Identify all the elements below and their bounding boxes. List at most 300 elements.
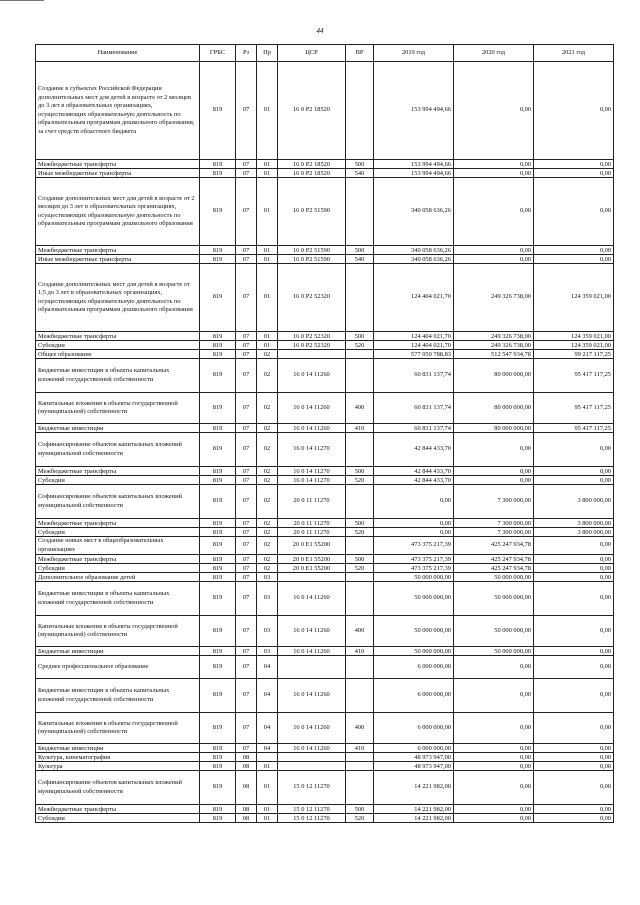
cell-2020: 0,00 bbox=[454, 753, 534, 762]
cell-grbs: 819 bbox=[200, 424, 236, 433]
cell-csr: 16 0 14 11260 bbox=[278, 616, 346, 647]
cell-pr: 01 bbox=[257, 264, 278, 332]
cell-csr: 16 0 14 11260 bbox=[278, 713, 346, 744]
cell-pr: 02 bbox=[257, 564, 278, 573]
cell-rz: 07 bbox=[236, 582, 257, 616]
table-row bbox=[36, 350, 614, 359]
cell-pr: 01 bbox=[257, 160, 278, 169]
cell-2020: 0,00 bbox=[454, 62, 534, 160]
cell-2021: 0,00 bbox=[534, 647, 614, 656]
cell-grbs: 819 bbox=[200, 616, 236, 647]
cell-pr: 02 bbox=[257, 476, 278, 485]
cell-csr: 16 0 P2 18520 bbox=[278, 160, 346, 169]
cell-2019: 153 994 494,66 bbox=[374, 62, 454, 160]
cell-2021: 0,00 bbox=[534, 62, 614, 160]
cell-pr: 01 bbox=[257, 246, 278, 255]
table-row bbox=[36, 537, 614, 555]
cell-csr: 20 0 11 11270 bbox=[278, 519, 346, 528]
cell-2021: 0,00 bbox=[534, 573, 614, 582]
cell-2020: 0,00 bbox=[454, 679, 534, 713]
cell-rz: 07 bbox=[236, 679, 257, 713]
cell-pr: 04 bbox=[257, 679, 278, 713]
cell-rz: 07 bbox=[236, 264, 257, 332]
cell-2021: 3 800 000,00 bbox=[534, 485, 614, 519]
cell-name: Капитальные вложения в объекты государственной (муниципальной) собственности bbox=[36, 713, 200, 744]
cell-grbs: 819 bbox=[200, 713, 236, 744]
cell-rz: 07 bbox=[236, 564, 257, 573]
header-2021: 2021 год bbox=[534, 45, 614, 62]
cell-name: Создание в субъектах Российской Федерации дополнительных мест для детей в возрасте от 2 месяцев до 3 лет в образовательных организациях, осуществляющих образовательную деятельность по образовательным программам дошкольного образования, за счет средств областного бюджета bbox=[36, 62, 200, 160]
cell-pr: 02 bbox=[257, 485, 278, 519]
cell-pr: 04 bbox=[257, 744, 278, 753]
header-grbs: ГРБС bbox=[200, 45, 236, 62]
cell-grbs: 819 bbox=[200, 467, 236, 476]
cell-vr: 410 bbox=[346, 424, 374, 433]
cell-name: Межбюджетные трансферты bbox=[36, 332, 200, 341]
cell-2019: 42 844 433,70 bbox=[374, 433, 454, 467]
table-row bbox=[36, 433, 614, 467]
cell-vr bbox=[346, 753, 374, 762]
cell-pr: 02 bbox=[257, 433, 278, 467]
cell-2021: 0,00 bbox=[534, 771, 614, 805]
cell-rz: 07 bbox=[236, 537, 257, 555]
cell-2021: 95 417 117,25 bbox=[534, 393, 614, 424]
cell-csr: 16 0 P2 52320 bbox=[278, 332, 346, 341]
cell-name: Культура bbox=[36, 762, 200, 771]
table-row bbox=[36, 744, 614, 753]
cell-rz: 07 bbox=[236, 656, 257, 679]
cell-name: Бюджетные инвестиции bbox=[36, 744, 200, 753]
cell-2019: 50 000 000,00 bbox=[374, 647, 454, 656]
cell-name: Бюджетные инвестиции в объекты капитальных вложений государственной собственности bbox=[36, 359, 200, 393]
table-row bbox=[36, 341, 614, 350]
cell-name: Субсидии bbox=[36, 528, 200, 537]
cell-2020: 0,00 bbox=[454, 160, 534, 169]
page-number: 44 bbox=[316, 27, 324, 35]
cell-vr bbox=[346, 264, 374, 332]
cell-rz: 07 bbox=[236, 393, 257, 424]
cell-2021: 0,00 bbox=[534, 762, 614, 771]
cell-2019: 48 973 947,00 bbox=[374, 762, 454, 771]
cell-name: Субсидии bbox=[36, 814, 200, 823]
cell-2019: 0,00 bbox=[374, 528, 454, 537]
cell-name: Межбюджетные трансферты bbox=[36, 519, 200, 528]
table-row bbox=[36, 762, 614, 771]
cell-grbs: 819 bbox=[200, 519, 236, 528]
cell-2021: 0,00 bbox=[534, 814, 614, 823]
table-row bbox=[36, 246, 614, 255]
table-row bbox=[36, 332, 614, 341]
table-row bbox=[36, 485, 614, 519]
cell-name: Межбюджетные трансферты bbox=[36, 246, 200, 255]
cell-vr: 500 bbox=[346, 246, 374, 255]
cell-vr: 400 bbox=[346, 713, 374, 744]
table-row bbox=[36, 564, 614, 573]
cell-grbs: 819 bbox=[200, 656, 236, 679]
cell-vr: 520 bbox=[346, 814, 374, 823]
cell-grbs: 819 bbox=[200, 476, 236, 485]
cell-2021: 124 359 021,00 bbox=[534, 264, 614, 332]
table-row bbox=[36, 679, 614, 713]
cell-vr: 400 bbox=[346, 393, 374, 424]
cell-pr: 02 bbox=[257, 467, 278, 476]
cell-2020: 0,00 bbox=[454, 169, 534, 178]
cell-grbs: 819 bbox=[200, 555, 236, 564]
cell-rz: 07 bbox=[236, 424, 257, 433]
cell-name: Межбюджетные трансферты bbox=[36, 805, 200, 814]
cell-2019: 153 994 494,66 bbox=[374, 169, 454, 178]
cell-2021: 0,00 bbox=[534, 433, 614, 467]
cell-2020: 0,00 bbox=[454, 656, 534, 679]
cell-2021: 0,00 bbox=[534, 744, 614, 753]
cell-pr: 01 bbox=[257, 814, 278, 823]
cell-2020: 80 000 000,00 bbox=[454, 393, 534, 424]
cell-2021: 0,00 bbox=[534, 537, 614, 555]
cell-rz: 07 bbox=[236, 744, 257, 753]
cell-vr: 500 bbox=[346, 555, 374, 564]
cell-name: Субсидии bbox=[36, 564, 200, 573]
cell-grbs: 819 bbox=[200, 762, 236, 771]
cell-2020: 0,00 bbox=[454, 246, 534, 255]
cell-2021: 3 800 000,00 bbox=[534, 519, 614, 528]
cell-2020: 0,00 bbox=[454, 805, 534, 814]
cell-grbs: 819 bbox=[200, 178, 236, 246]
cell-pr: 01 bbox=[257, 178, 278, 246]
cell-csr: 16 0 14 11270 bbox=[278, 433, 346, 467]
cell-2020: 50 000 000,00 bbox=[454, 582, 534, 616]
cell-2019: 340 058 636,26 bbox=[374, 255, 454, 264]
cell-2021: 0,00 bbox=[534, 169, 614, 178]
cell-vr bbox=[346, 771, 374, 805]
cell-grbs: 819 bbox=[200, 62, 236, 160]
scan-edge-mark bbox=[0, 0, 44, 1]
cell-csr bbox=[278, 753, 346, 762]
cell-vr: 520 bbox=[346, 564, 374, 573]
budget-table-container bbox=[35, 44, 613, 823]
cell-csr: 16 0 14 11270 bbox=[278, 476, 346, 485]
cell-2019: 124 404 021,70 bbox=[374, 341, 454, 350]
cell-2019: 6 000 000,00 bbox=[374, 713, 454, 744]
cell-csr: 16 0 P2 51590 bbox=[278, 246, 346, 255]
cell-name: Среднее профессиональное образование bbox=[36, 656, 200, 679]
cell-grbs: 819 bbox=[200, 753, 236, 762]
cell-vr bbox=[346, 762, 374, 771]
cell-rz: 07 bbox=[236, 713, 257, 744]
cell-2020: 249 326 738,00 bbox=[454, 332, 534, 341]
cell-pr: 02 bbox=[257, 424, 278, 433]
table-body bbox=[36, 62, 614, 823]
cell-pr: 04 bbox=[257, 713, 278, 744]
cell-csr: 15 0 12 11270 bbox=[278, 814, 346, 823]
cell-2021: 0,00 bbox=[534, 160, 614, 169]
table-row bbox=[36, 753, 614, 762]
cell-name: Бюджетные инвестиции в объекты капитальных вложений государственной собственности bbox=[36, 679, 200, 713]
cell-rz: 07 bbox=[236, 476, 257, 485]
cell-2021: 0,00 bbox=[534, 582, 614, 616]
cell-2019: 50 000 000,00 bbox=[374, 582, 454, 616]
table-row bbox=[36, 62, 614, 160]
cell-2019: 6 000 000,00 bbox=[374, 679, 454, 713]
table-row bbox=[36, 178, 614, 246]
cell-2020: 80 000 000,00 bbox=[454, 424, 534, 433]
cell-2020: 512 547 934,78 bbox=[454, 350, 534, 359]
header-2019: 2019 год bbox=[374, 45, 454, 62]
cell-grbs: 819 bbox=[200, 814, 236, 823]
cell-rz: 07 bbox=[236, 467, 257, 476]
cell-csr: 20 0 E1 55200 bbox=[278, 564, 346, 573]
cell-pr: 01 bbox=[257, 255, 278, 264]
cell-2019: 473 375 217,39 bbox=[374, 537, 454, 555]
cell-2019: 50 000 000,00 bbox=[374, 616, 454, 647]
cell-vr: 520 bbox=[346, 341, 374, 350]
cell-grbs: 819 bbox=[200, 528, 236, 537]
table-row bbox=[36, 647, 614, 656]
header-vr: ВР bbox=[346, 45, 374, 62]
cell-2019: 6 000 000,00 bbox=[374, 656, 454, 679]
cell-2019: 340 058 636,26 bbox=[374, 246, 454, 255]
cell-2020: 7 300 000,00 bbox=[454, 528, 534, 537]
cell-rz: 08 bbox=[236, 814, 257, 823]
cell-rz: 07 bbox=[236, 332, 257, 341]
cell-pr: 02 bbox=[257, 537, 278, 555]
cell-2019: 60 831 137,74 bbox=[374, 424, 454, 433]
header-name: Наименование bbox=[36, 45, 200, 62]
cell-pr: 01 bbox=[257, 341, 278, 350]
cell-2020: 0,00 bbox=[454, 713, 534, 744]
cell-pr: 02 bbox=[257, 359, 278, 393]
table-row bbox=[36, 771, 614, 805]
cell-2021: 0,00 bbox=[534, 679, 614, 713]
cell-grbs: 819 bbox=[200, 169, 236, 178]
cell-name: Иные межбюджетные трансферты bbox=[36, 255, 200, 264]
cell-rz: 08 bbox=[236, 762, 257, 771]
cell-grbs: 819 bbox=[200, 359, 236, 393]
cell-grbs: 819 bbox=[200, 264, 236, 332]
cell-2021: 0,00 bbox=[534, 564, 614, 573]
cell-2021: 0,00 bbox=[534, 255, 614, 264]
cell-2019: 14 221 982,00 bbox=[374, 814, 454, 823]
cell-csr: 16 0 P2 18520 bbox=[278, 62, 346, 160]
cell-csr: 15 0 12 11270 bbox=[278, 805, 346, 814]
cell-2020: 0,00 bbox=[454, 762, 534, 771]
cell-2020: 249 326 738,00 bbox=[454, 341, 534, 350]
cell-pr: 03 bbox=[257, 582, 278, 616]
cell-name: Дополнительное образование детей bbox=[36, 573, 200, 582]
cell-2019: 473 375 217,39 bbox=[374, 555, 454, 564]
cell-vr bbox=[346, 485, 374, 519]
cell-2021: 124 359 021,00 bbox=[534, 341, 614, 350]
cell-grbs: 819 bbox=[200, 255, 236, 264]
cell-csr: 16 0 P2 51590 bbox=[278, 178, 346, 246]
cell-rz: 07 bbox=[236, 359, 257, 393]
cell-grbs: 819 bbox=[200, 771, 236, 805]
cell-2020: 0,00 bbox=[454, 433, 534, 467]
cell-2020: 50 000 000,00 bbox=[454, 616, 534, 647]
cell-csr: 20 0 11 11270 bbox=[278, 528, 346, 537]
cell-2019: 14 221 982,00 bbox=[374, 805, 454, 814]
cell-rz: 08 bbox=[236, 771, 257, 805]
cell-csr: 16 0 14 11260 bbox=[278, 744, 346, 753]
cell-vr: 520 bbox=[346, 476, 374, 485]
cell-2020: 0,00 bbox=[454, 744, 534, 753]
cell-grbs: 819 bbox=[200, 744, 236, 753]
cell-pr: 03 bbox=[257, 647, 278, 656]
cell-grbs: 819 bbox=[200, 537, 236, 555]
cell-2020: 50 000 000,00 bbox=[454, 647, 534, 656]
cell-2021: 95 417 117,25 bbox=[534, 424, 614, 433]
cell-vr: 500 bbox=[346, 805, 374, 814]
table-row bbox=[36, 528, 614, 537]
cell-name: Иные межбюджетные трансферты bbox=[36, 169, 200, 178]
cell-csr: 15 0 12 11270 bbox=[278, 771, 346, 805]
table-row bbox=[36, 573, 614, 582]
cell-vr bbox=[346, 656, 374, 679]
table-row bbox=[36, 582, 614, 616]
cell-2019: 473 375 217,39 bbox=[374, 564, 454, 573]
cell-grbs: 819 bbox=[200, 573, 236, 582]
cell-2019: 0,00 bbox=[374, 519, 454, 528]
cell-2019: 60 831 137,74 bbox=[374, 393, 454, 424]
cell-name: Межбюджетные трансферты bbox=[36, 467, 200, 476]
cell-vr: 500 bbox=[346, 160, 374, 169]
cell-csr: 20 0 E1 55200 bbox=[278, 555, 346, 564]
table-row bbox=[36, 805, 614, 814]
cell-csr bbox=[278, 350, 346, 359]
cell-rz: 07 bbox=[236, 647, 257, 656]
table-row bbox=[36, 424, 614, 433]
cell-rz: 07 bbox=[236, 433, 257, 467]
cell-2019: 50 000 000,00 bbox=[374, 573, 454, 582]
cell-2019: 153 994 494,66 bbox=[374, 160, 454, 169]
cell-vr bbox=[346, 433, 374, 467]
cell-2020: 0,00 bbox=[454, 476, 534, 485]
cell-name: Бюджетные инвестиции bbox=[36, 647, 200, 656]
cell-rz: 07 bbox=[236, 178, 257, 246]
table-row bbox=[36, 476, 614, 485]
cell-name: Субсидии bbox=[36, 341, 200, 350]
cell-rz: 07 bbox=[236, 246, 257, 255]
cell-vr: 540 bbox=[346, 169, 374, 178]
cell-name: Межбюджетные трансферты bbox=[36, 160, 200, 169]
cell-pr: 02 bbox=[257, 519, 278, 528]
cell-rz: 07 bbox=[236, 528, 257, 537]
cell-2019: 48 973 947,00 bbox=[374, 753, 454, 762]
cell-csr bbox=[278, 762, 346, 771]
cell-2021: 0,00 bbox=[534, 467, 614, 476]
cell-2021: 0,00 bbox=[534, 178, 614, 246]
table-row bbox=[36, 393, 614, 424]
cell-csr: 20 0 E1 55200 bbox=[278, 537, 346, 555]
cell-name: Капитальные вложения в объекты государственной (муниципальной) собственности bbox=[36, 393, 200, 424]
table-row bbox=[36, 160, 614, 169]
header-pr: Пр bbox=[257, 45, 278, 62]
cell-vr: 410 bbox=[346, 647, 374, 656]
cell-2019: 42 844 433,70 bbox=[374, 467, 454, 476]
cell-2021: 0,00 bbox=[534, 656, 614, 679]
cell-grbs: 819 bbox=[200, 805, 236, 814]
table-row bbox=[36, 264, 614, 332]
header-rz: Рз bbox=[236, 45, 257, 62]
cell-rz: 08 bbox=[236, 805, 257, 814]
cell-2020: 0,00 bbox=[454, 814, 534, 823]
cell-vr: 410 bbox=[346, 744, 374, 753]
cell-vr: 540 bbox=[346, 255, 374, 264]
cell-2020: 0,00 bbox=[454, 771, 534, 805]
cell-grbs: 819 bbox=[200, 647, 236, 656]
budget-table bbox=[35, 44, 614, 823]
cell-2021: 0,00 bbox=[534, 476, 614, 485]
cell-pr: 01 bbox=[257, 169, 278, 178]
cell-2020: 425 247 934,78 bbox=[454, 555, 534, 564]
cell-rz: 07 bbox=[236, 616, 257, 647]
cell-csr: 16 0 P2 52320 bbox=[278, 264, 346, 332]
cell-csr: 16 0 P2 51590 bbox=[278, 255, 346, 264]
cell-vr bbox=[346, 537, 374, 555]
cell-2021: 0,00 bbox=[534, 555, 614, 564]
cell-2021: 0,00 bbox=[534, 616, 614, 647]
cell-name: Капитальные вложения в объекты государственной (муниципальной) собственности bbox=[36, 616, 200, 647]
cell-rz: 07 bbox=[236, 169, 257, 178]
cell-csr: 16 0 14 11260 bbox=[278, 679, 346, 713]
cell-name: Культура, кинематография bbox=[36, 753, 200, 762]
cell-vr bbox=[346, 359, 374, 393]
table-row bbox=[36, 359, 614, 393]
cell-grbs: 819 bbox=[200, 582, 236, 616]
cell-name: Софинансирование объектов капитальных вложений муниципальной собственности bbox=[36, 485, 200, 519]
cell-grbs: 819 bbox=[200, 160, 236, 169]
cell-pr: 01 bbox=[257, 771, 278, 805]
table-row bbox=[36, 555, 614, 564]
cell-vr: 520 bbox=[346, 528, 374, 537]
cell-name: Бюджетные инвестиции bbox=[36, 424, 200, 433]
cell-grbs: 819 bbox=[200, 679, 236, 713]
cell-name: Межбюджетные трансферты bbox=[36, 555, 200, 564]
cell-csr: 16 0 14 11260 bbox=[278, 582, 346, 616]
cell-2020: 0,00 bbox=[454, 255, 534, 264]
cell-vr bbox=[346, 62, 374, 160]
cell-vr bbox=[346, 582, 374, 616]
cell-pr: 01 bbox=[257, 62, 278, 160]
header-row bbox=[36, 45, 614, 62]
table-row bbox=[36, 467, 614, 476]
cell-csr: 16 0 P2 18520 bbox=[278, 169, 346, 178]
cell-2019: 0,00 bbox=[374, 485, 454, 519]
cell-2019: 340 058 636,26 bbox=[374, 178, 454, 246]
cell-2021: 0,00 bbox=[534, 805, 614, 814]
table-row bbox=[36, 656, 614, 679]
table-row bbox=[36, 255, 614, 264]
cell-pr bbox=[257, 753, 278, 762]
cell-2021: 3 800 000,00 bbox=[534, 528, 614, 537]
cell-rz: 07 bbox=[236, 555, 257, 564]
cell-2020: 50 000 000,00 bbox=[454, 573, 534, 582]
cell-2020: 7 300 000,00 bbox=[454, 519, 534, 528]
cell-vr: 500 bbox=[346, 467, 374, 476]
cell-pr: 02 bbox=[257, 555, 278, 564]
cell-grbs: 819 bbox=[200, 564, 236, 573]
cell-2021: 0,00 bbox=[534, 246, 614, 255]
cell-pr: 03 bbox=[257, 573, 278, 582]
cell-csr: 16 0 14 11260 bbox=[278, 647, 346, 656]
cell-name: Софинансирование объектов капитальных вложений муниципальной собственности bbox=[36, 433, 200, 467]
header-csr: ЦСР bbox=[278, 45, 346, 62]
cell-csr: 16 0 14 11260 bbox=[278, 424, 346, 433]
cell-vr bbox=[346, 679, 374, 713]
cell-grbs: 819 bbox=[200, 350, 236, 359]
table-row bbox=[36, 814, 614, 823]
cell-csr: 16 0 14 11260 bbox=[278, 393, 346, 424]
cell-2020: 0,00 bbox=[454, 467, 534, 476]
